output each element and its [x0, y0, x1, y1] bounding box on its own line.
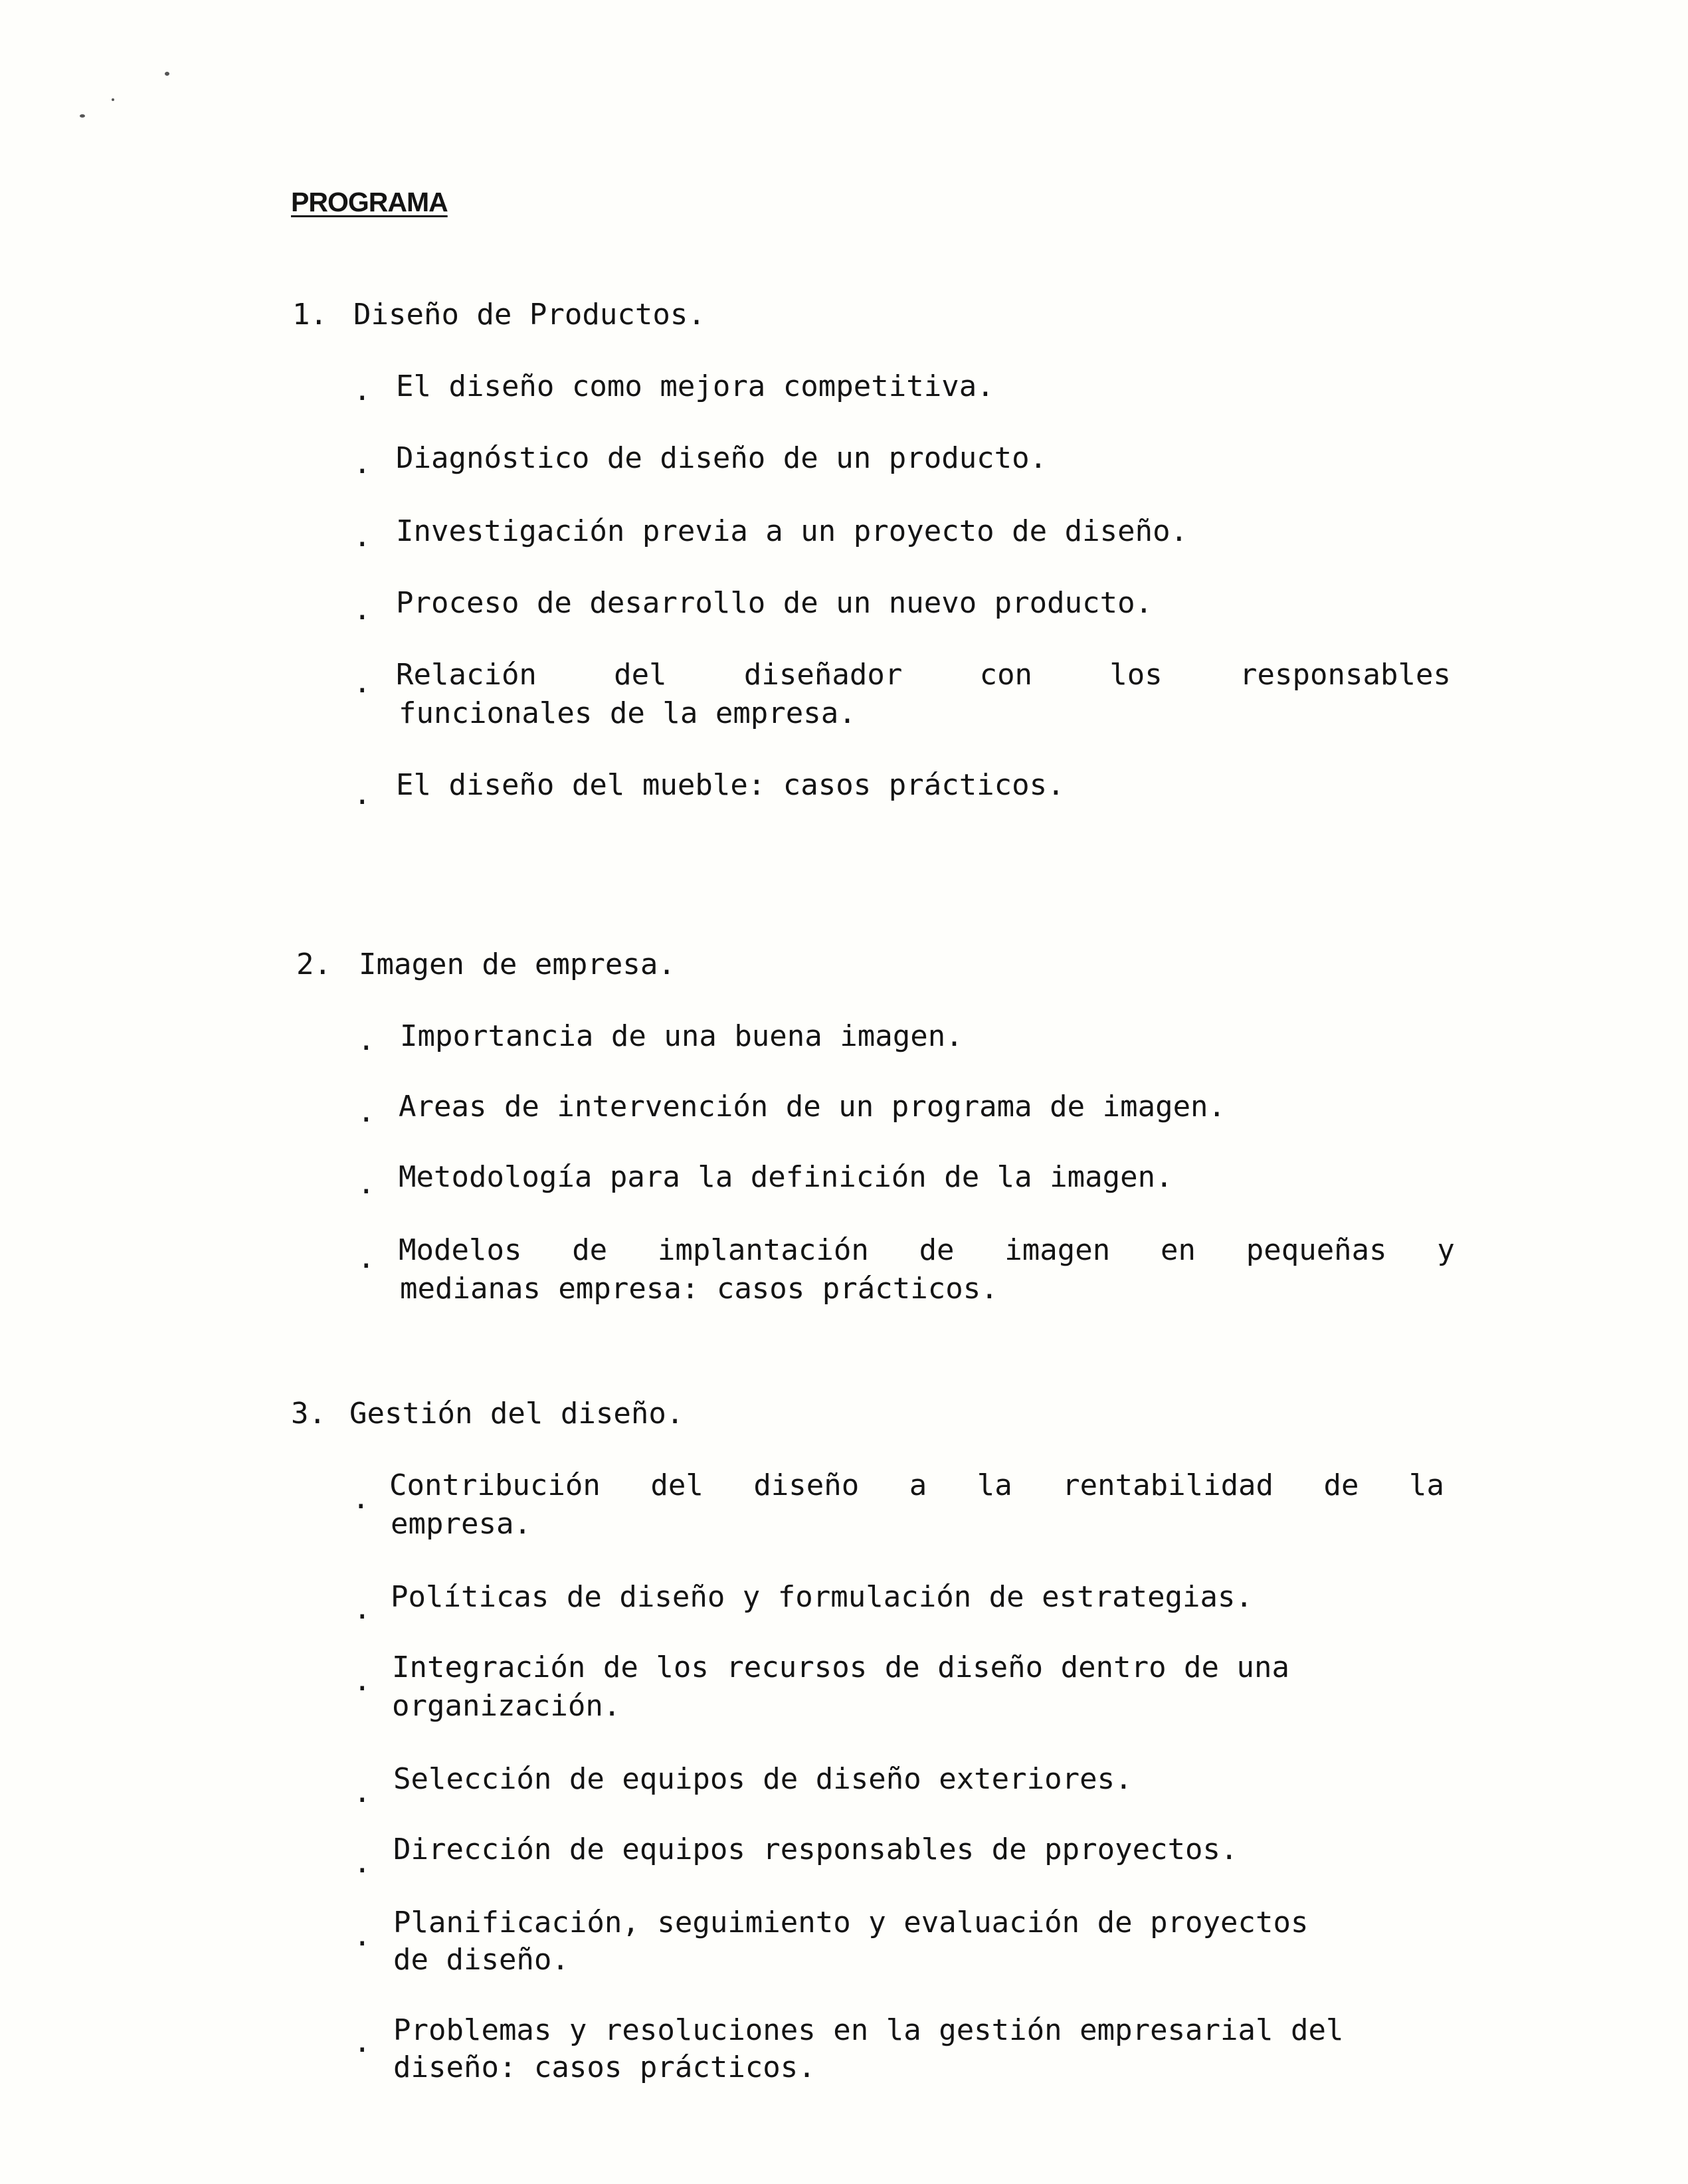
word: rentabilidad [1062, 1468, 1274, 1502]
word: implantación [657, 1233, 869, 1267]
section-number: 3. [291, 1397, 326, 1431]
bullet-dot: . [353, 666, 371, 700]
word: del [614, 658, 667, 692]
list-item: Importancia de una buena imagen. [400, 1019, 963, 1053]
list-item: Investigación previa a un proyecto de diseño. [396, 514, 1188, 548]
list-item-justified-line [396, 660, 1451, 690]
bullet-dot: . [353, 1664, 371, 1698]
word: diseño [753, 1468, 860, 1502]
list-item: Planificación, seguimiento y evaluación de proyectos [393, 1906, 1309, 1939]
list-item-continuation: de diseño. [393, 1943, 569, 1977]
section-title: Diseño de Productos. [353, 298, 705, 332]
bullet-dot: . [353, 1919, 371, 1953]
bullet-dot: . [353, 373, 371, 407]
list-item: Políticas de diseño y formulación de estrategias. [391, 1580, 1254, 1614]
list-item: Problemas y resoluciones en la gestión empresarial del [393, 2013, 1344, 2047]
word: y [1437, 1233, 1455, 1267]
word: diseñador [743, 658, 903, 692]
paper-speck [112, 98, 114, 101]
list-item-continuation: medianas empresa: casos prácticos. [400, 1272, 998, 1306]
word: la [977, 1468, 1012, 1502]
bullet-dot: . [353, 2025, 371, 2059]
word: imagen [1004, 1233, 1111, 1267]
paper-speck [80, 114, 85, 118]
list-item-justified-line [399, 1233, 1455, 1267]
list-item: Selección de equipos de diseño exteriores. [393, 1762, 1133, 1796]
page-heading: PROGRAMA [291, 187, 448, 217]
list-item: Diagnóstico de diseño de un producto. [396, 441, 1048, 475]
word: la [1408, 1468, 1444, 1502]
bullet-dot: . [352, 1482, 370, 1516]
list-item-continuation: organización. [392, 1689, 621, 1723]
word: a [909, 1468, 927, 1502]
list-item: Integración de los recursos de diseño dentro de una [392, 1650, 1290, 1684]
word: con [979, 658, 1033, 692]
word: Contribución [389, 1468, 601, 1502]
list-item-continuation: funcionales de la empresa. [399, 696, 856, 730]
bullet-dot: . [353, 777, 371, 811]
list-item-continuation: diseño: casos prácticos. [393, 2050, 816, 2084]
word: Relación [396, 658, 537, 692]
bullet-dot: . [357, 1023, 375, 1057]
list-item: Metodología para la definición de la imagen. [399, 1160, 1173, 1194]
bullet-dot: . [353, 447, 371, 480]
list-item-continuation: empresa. [391, 1507, 531, 1541]
section-number: 1. [292, 298, 328, 332]
section-number: 2. [296, 947, 331, 981]
bullet-dot: . [353, 1775, 371, 1809]
word: responsables [1240, 658, 1451, 692]
bullet-dot: . [357, 1095, 375, 1129]
bullet-dot: . [353, 1592, 371, 1626]
section-title: Imagen de empresa. [359, 947, 676, 981]
list-item-justified-line [389, 1468, 1444, 1502]
word: del [650, 1468, 703, 1502]
word: de [919, 1233, 955, 1267]
word: en [1161, 1233, 1196, 1267]
list-item: El diseño como mejora competitiva. [396, 369, 994, 403]
bullet-dot: . [353, 593, 371, 627]
bullet-dot: . [357, 1241, 375, 1275]
paper-speck [165, 72, 169, 76]
word: los [1109, 658, 1163, 692]
bullet-dot: . [357, 1167, 375, 1201]
section-title: Gestión del diseño. [349, 1397, 684, 1431]
list-item: El diseño del mueble: casos prácticos. [396, 768, 1065, 802]
list-item: Proceso de desarrollo de un nuevo producto. [396, 586, 1153, 620]
word: pequeñas [1246, 1233, 1387, 1267]
word: de [572, 1233, 608, 1267]
bullet-dot: . [353, 520, 371, 553]
bullet-dot: . [353, 1846, 371, 1880]
list-item: Areas de intervención de un programa de imagen. [399, 1090, 1226, 1124]
word: Modelos [399, 1233, 522, 1267]
list-item: Dirección de equipos responsables de pproyectos. [393, 1833, 1238, 1866]
word: de [1323, 1468, 1359, 1502]
